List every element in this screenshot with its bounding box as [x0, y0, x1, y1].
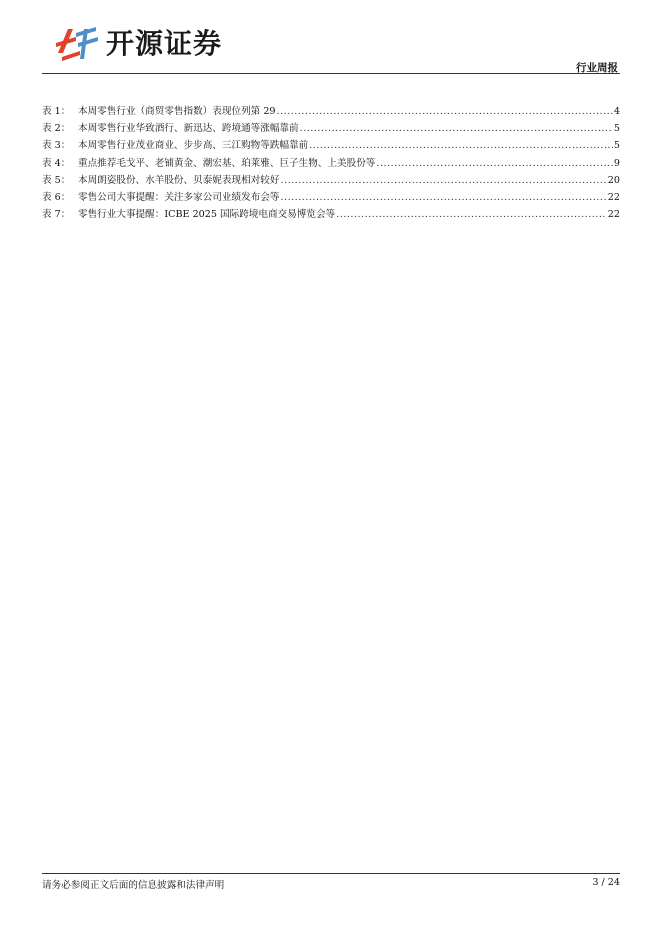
toc-entry-title: 重点推荐毛戈平、老铺黄金、潮宏基、珀莱雅、巨子生物、上美股份等: [78, 157, 376, 169]
toc-leader-dots: [280, 192, 606, 203]
toc-entry-page: 5: [613, 123, 620, 135]
report-type-label: 行业周报: [576, 62, 618, 74]
toc-entry-label: 表 5：: [42, 174, 71, 186]
toc-entry[interactable]: [42, 120, 620, 137]
toc-leader-dots: [336, 209, 607, 220]
brand-logo: [54, 22, 222, 62]
brand-logo-icon: [54, 23, 100, 61]
toc-leader-dots: [277, 106, 613, 117]
toc-entry-page: 5: [613, 140, 620, 152]
toc-leader-dots: [280, 175, 606, 186]
toc-entry[interactable]: [42, 155, 620, 172]
toc-entry-title: 本周零售行业华致酒行、新迅达、跨境通等涨幅靠前: [78, 123, 299, 135]
toc-entry-page: 4: [613, 106, 620, 117]
table-of-tables: [42, 103, 620, 223]
toc-entry[interactable]: [42, 137, 620, 154]
toc-entry-page: 22: [607, 209, 620, 221]
toc-entry-page: 20: [607, 174, 620, 186]
toc-entry-page: 22: [607, 191, 620, 203]
toc-entry-title: 本周零售行业茂业商业、步步高、三江购物等跌幅靠前: [78, 140, 309, 152]
toc-entry[interactable]: [42, 189, 620, 206]
toc-entry-label: 表 1：: [42, 106, 71, 117]
toc-entry[interactable]: [42, 172, 620, 189]
toc-entry-label: 表 6：: [42, 191, 71, 203]
header-divider: [42, 73, 620, 74]
toc-entry-label: 表 3：: [42, 140, 71, 152]
toc-leader-dots: [376, 158, 612, 169]
toc-entry-label: 表 7：: [42, 209, 71, 221]
toc-entry-label: 表 2：: [42, 123, 71, 135]
toc-entry-title: 本周零售行业（商贸零售指数）表现位列第 29: [78, 106, 276, 117]
toc-leader-dots: [300, 123, 613, 134]
toc-entry[interactable]: [42, 206, 620, 223]
footer-divider: [42, 873, 620, 874]
toc-entry-title: 零售行业大事提醒：ICBE 2025 国际跨境电商交易博览会等: [78, 209, 336, 221]
toc-entry-title: 本周朗姿股份、水羊股份、贝泰妮表现相对较好: [78, 174, 280, 186]
toc-entry-title: 零售公司大事提醒：关注多家公司业绩发布会等: [78, 191, 280, 203]
toc-entry-page: 9: [613, 157, 620, 169]
footer-disclaimer: 请务必参阅正文后面的信息披露和法律声明: [42, 880, 225, 891]
page-number: 3 / 24: [592, 877, 620, 888]
toc-leader-dots: [309, 140, 613, 151]
toc-entry-label: 表 4：: [42, 157, 71, 169]
brand-name: 开源证券: [106, 27, 223, 60]
toc-entry[interactable]: [42, 103, 620, 120]
